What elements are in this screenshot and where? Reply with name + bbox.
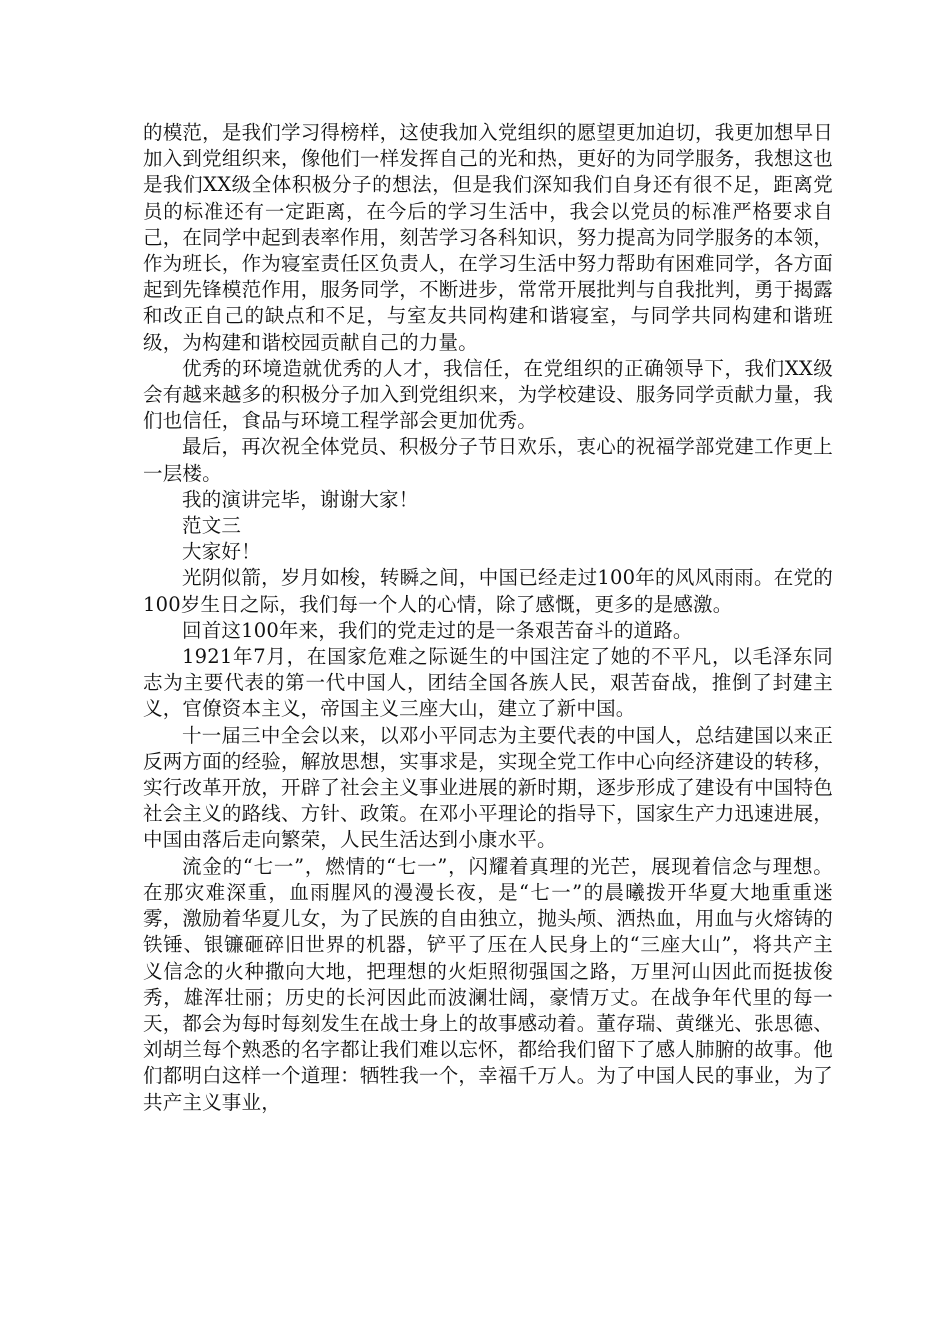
paragraph: 流金的“七一”，燃情的“七一”，闪耀着真理的光芒，展现着信念与理想。在那灾难深重，血雨腥风的漫漫长夜，是“七一”的晨曦拨开华夏大地重重迷雾，激励着华夏儿女，为了民族的自由独立，抛头颅、洒热血，用血与火熔铸的铁锤、银镰砸碎旧世界的机器，铲平了压在人民身上的“三座大山”，将共产主义信念的火种撒向大地，把理想的火炬照彻强国之路，万里河山因此而挺拔俊秀，雄浑壮丽；历史的长河因此而波澜壮阔，豪情万丈。在战争年代里的每一天，都会为每时每刻发生在战士身上的故事感动着。董存瑞、黄继光、张思德、刘胡兰每个熟悉的名字都让我们难以忘怀，都给我们留下了感人肺腑的故事。他们都明白这样一个道理：牺牲我一个，幸福千万人。为了中国人民的事业，为了共产主义事业， — [143, 854, 833, 1114]
paragraph-continued: 的模范，是我们学习得榜样，这使我加入党组织的愿望更加迫切，我更加想早日加入到党组织来，像他们一样发挥自己的光和热，更好的为同学服务，我想这也是我们XX级全体积极分子的想法，但是我们深知我们自身还有很不足，距离党员的标准还有一定距离，在今后的学习生活中，我会以党员的标准严格要求自己，在同学中起到表率作用，刻苦学习各科知识，努力提高为同学服务的本领，作为班长，作为寝室责任区负责人，在学习生活中努力帮助有困难同学，各方面起到先锋模范作用，服务同学，不断进步，常常开展批判与自我批判，勇于揭露和改正自己的缺点和不足，与室友共同构建和谐寝室，与同学共同构建和谐班级，为构建和谐校园贡献自己的力量。 — [143, 121, 833, 354]
section-heading: 范文三 — [182, 514, 242, 538]
paragraph: 我的演讲完毕，谢谢大家！ — [182, 487, 419, 511]
greeting: 大家好！ — [182, 540, 261, 564]
paragraph: 最后，再次祝全体党员、积极分子节日欢乐，衷心的祝福学部党建工作更上一层楼。 — [143, 435, 833, 485]
paragraph: 1921年7月，在国家危难之际诞生的中国注定了她的不平凡，以毛泽东同志为主要代表的第一代中国人，团结全国各族人民，艰苦奋战，推倒了封建主义，官僚资本主义，帝国主义三座大山，建立了新中国。 — [143, 645, 833, 721]
paragraph: 回首这100年来，我们的党走过的是一条艰苦奋斗的道路。 — [182, 618, 693, 642]
paragraph: 光阴似箭，岁月如梭，转瞬之间，中国已经走过100年的风风雨雨。在党的100岁生日之际，我们每一个人的心情，除了感慨，更多的是感激。 — [143, 566, 833, 616]
paragraph: 十一届三中全会以来，以邓小平同志为主要代表的中国人，总结建国以来正反两方面的经验，解放思想，实事求是，实现全党工作中心向经济建设的转移，实行改革开放，开辟了社会主义事业进展的新时期，逐步形成了建设有中国特色社会主义的路线、方针、政策。在邓小平理论的指导下，国家生产力迅速进展，中国由落后走向繁荣，人民生活达到小康水平。 — [143, 723, 833, 852]
paragraph: 优秀的环境造就优秀的人才，我信任，在党组织的正确领导下，我们XX级会有越来越多的积极分子加入到党组织来，为学校建设、服务同学贡献力量，我们也信任，食品与环境工程学部会更加优秀。 — [143, 356, 833, 433]
document-page — [143, 120, 833, 1116]
